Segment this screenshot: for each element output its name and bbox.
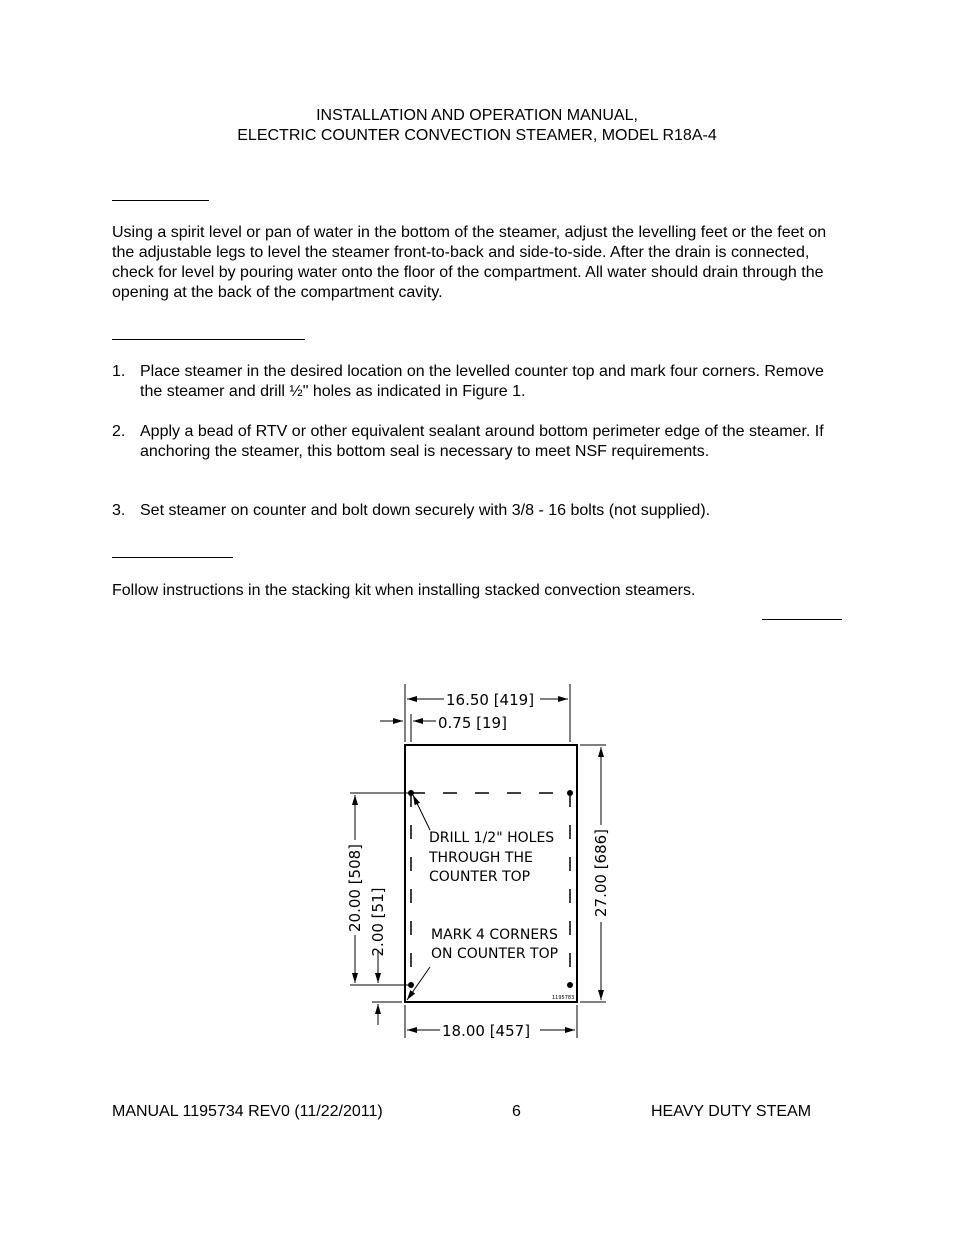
note-drill-line-2: THROUGH THE: [429, 850, 533, 866]
footer-manual-id: MANUAL 1195734 REV0 (11/22/2011): [112, 1103, 383, 1120]
note-mark-line-1: MARK 4 CORNERS: [431, 927, 558, 943]
footer-page-number: 6: [512, 1103, 521, 1120]
levelling-paragraph: Using a spirit level or pan of water in the bottom of the steamer, adjust the levelling feet or the feet on the adjustable legs to level the steamer front-to-back and side-to-side. After the drain is connected, check for level by pouring water onto the floor of the compartment. All water should drain through the opening at the back of the compartment cavity.: [112, 224, 827, 301]
step-text: Place steamer in the desired location on the levelled counter top and mark four corners. Remove the steamer and drill ½" holes as indicated in Figure 1.: [140, 363, 824, 400]
dim-top-width: 16.50 [419]: [446, 691, 535, 709]
dim-left-small: 2.00 [51]: [369, 887, 387, 957]
step-number: 2.: [112, 423, 126, 440]
note-mark-line-2: ON COUNTER TOP: [431, 946, 559, 962]
hole-marker-bottom-left: [408, 982, 414, 988]
drawing-number: 1195783: [552, 995, 575, 1001]
hole-marker-top-right: [567, 790, 573, 796]
header-line-1: INSTALLATION AND OPERATION MANUAL,: [316, 107, 638, 124]
dim-offset: 0.75 [19]: [438, 714, 507, 732]
dim-left-height: 20.00 [508]: [346, 843, 364, 933]
header-line-2: ELECTRIC COUNTER CONVECTION STEAMER, MODEL R18A-4: [237, 127, 717, 144]
note-drill-line-3: COUNTER TOP: [429, 869, 531, 885]
note-drill-line-1: DRILL 1/2" HOLES: [429, 830, 555, 846]
footer-brand: HEAVY DUTY STEAM: [651, 1103, 812, 1120]
step-number: 1.: [112, 363, 126, 380]
stacking-paragraph: Follow instructions in the stacking kit when installing stacked convection steamers.: [112, 582, 696, 599]
dim-bottom-width: 18.00 [457]: [442, 1022, 531, 1040]
drill-leader-line: [413, 795, 430, 830]
dim-right-height: 27.00 [686]: [592, 828, 610, 918]
hole-marker-bottom-right: [567, 982, 573, 988]
step-text: Apply a bead of RTV or other equivalent sealant around bottom perimeter edge of the steamer. If anchoring the steamer, this bottom seal is necessary to meet NSF requirements.: [140, 423, 824, 460]
step-text: Set steamer on counter and bolt down securely with 3/8 - 16 bolts (not supplied).: [140, 502, 711, 519]
step-number: 3.: [112, 502, 126, 519]
